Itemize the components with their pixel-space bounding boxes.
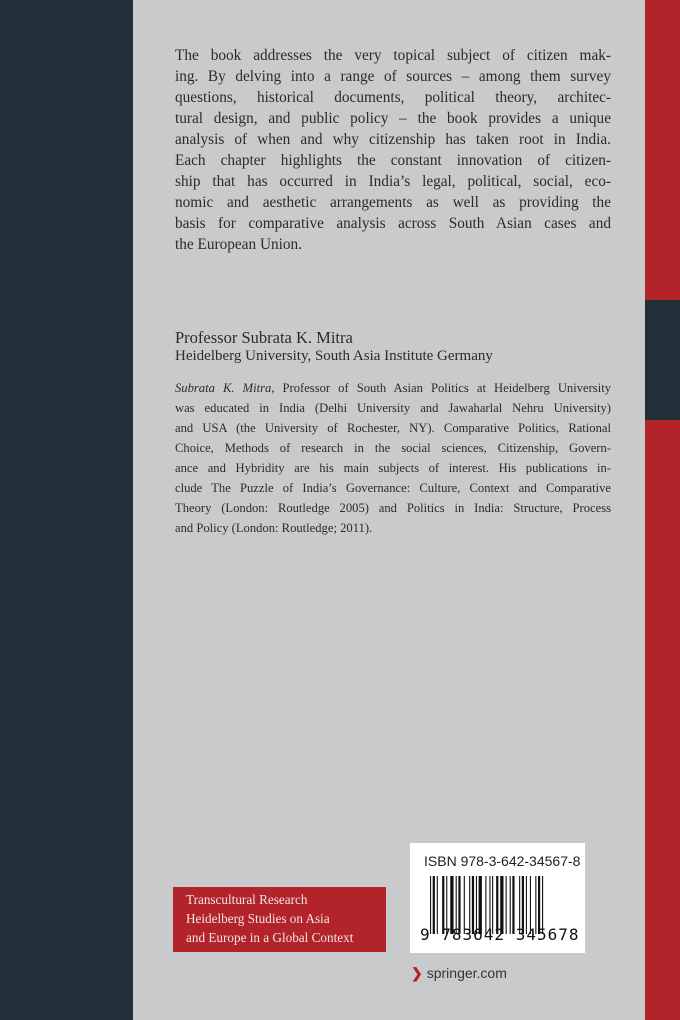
author-name: Professor Subrata K. Mitra bbox=[175, 328, 353, 347]
series-line: Heidelberg Studies on Asia bbox=[186, 911, 330, 926]
bio-line: Theory (London: Routledge 2005) and Politics in India: Structure, Process bbox=[175, 501, 611, 515]
blurb-line: The book addresses the very topical subject of citizen mak- bbox=[175, 47, 611, 64]
bio-name: Subrata K. Mitra bbox=[175, 381, 272, 395]
bio-line: ance and Hybridity are his main subjects of interest. His publications in- bbox=[175, 461, 611, 475]
author-affiliation: Heidelberg University, South Asia Institute Germany bbox=[175, 348, 493, 364]
barcode-number: 9 783642 345678 bbox=[420, 925, 580, 944]
blurb-line: the European Union. bbox=[175, 236, 303, 253]
bio-line bbox=[175, 378, 611, 398]
right-red-band-top bbox=[645, 0, 680, 300]
author-bio bbox=[175, 378, 611, 538]
blurb-line: basis for comparative analysis across South Asian cases and bbox=[175, 215, 611, 232]
blurb-line: ing. By delving into a range of sources – among them survey bbox=[175, 68, 611, 85]
bio-line: clude The Puzzle of India’s Governance: Culture, Context and Comparative bbox=[175, 481, 611, 495]
blurb-line: analysis of when and why citizenship has taken root in India. bbox=[175, 131, 611, 148]
right-red-band-bottom bbox=[645, 420, 680, 1020]
bio-line: and USA (the University of Rochester, NY). Comparative Politics, Rational bbox=[175, 421, 611, 435]
bio-line: Choice, Methods of research in the social sciences, Citizenship, Govern- bbox=[175, 441, 611, 455]
blurb-line: tural design, and public policy – the book provides a unique bbox=[175, 110, 611, 127]
isbn-text: ISBN 978-3-642-34567-8 bbox=[424, 853, 581, 869]
bio-line: and Policy (London: Routledge; 2011). bbox=[175, 521, 373, 535]
publisher-link-text[interactable]: springer.com bbox=[426, 965, 507, 981]
series-label bbox=[173, 887, 386, 952]
blurb-line: nomic and aesthetic arrangements as well as providing the bbox=[175, 194, 611, 211]
book-blurb bbox=[175, 45, 611, 255]
chevron-right-icon: ❯ bbox=[411, 965, 423, 981]
left-spine-band bbox=[0, 0, 133, 1020]
bio-text: , Professor of South Asian Politics at Heidelberg University bbox=[271, 381, 611, 395]
blurb-line: Each chapter highlights the constant innovation of citizen- bbox=[175, 152, 611, 169]
series-line: and Europe in a Global Context bbox=[186, 930, 354, 945]
right-navy-band bbox=[645, 300, 680, 420]
publisher-link[interactable] bbox=[411, 965, 507, 982]
series-line: Transcultural Research bbox=[186, 892, 308, 907]
blurb-line: questions, historical documents, political theory, architec- bbox=[175, 89, 611, 106]
blurb-line: ship that has occurred in India’s legal, political, social, eco- bbox=[175, 173, 611, 190]
isbn-barcode-box bbox=[410, 843, 585, 953]
bio-line: was educated in India (Delhi University and Jawaharlal Nehru University) bbox=[175, 401, 611, 415]
